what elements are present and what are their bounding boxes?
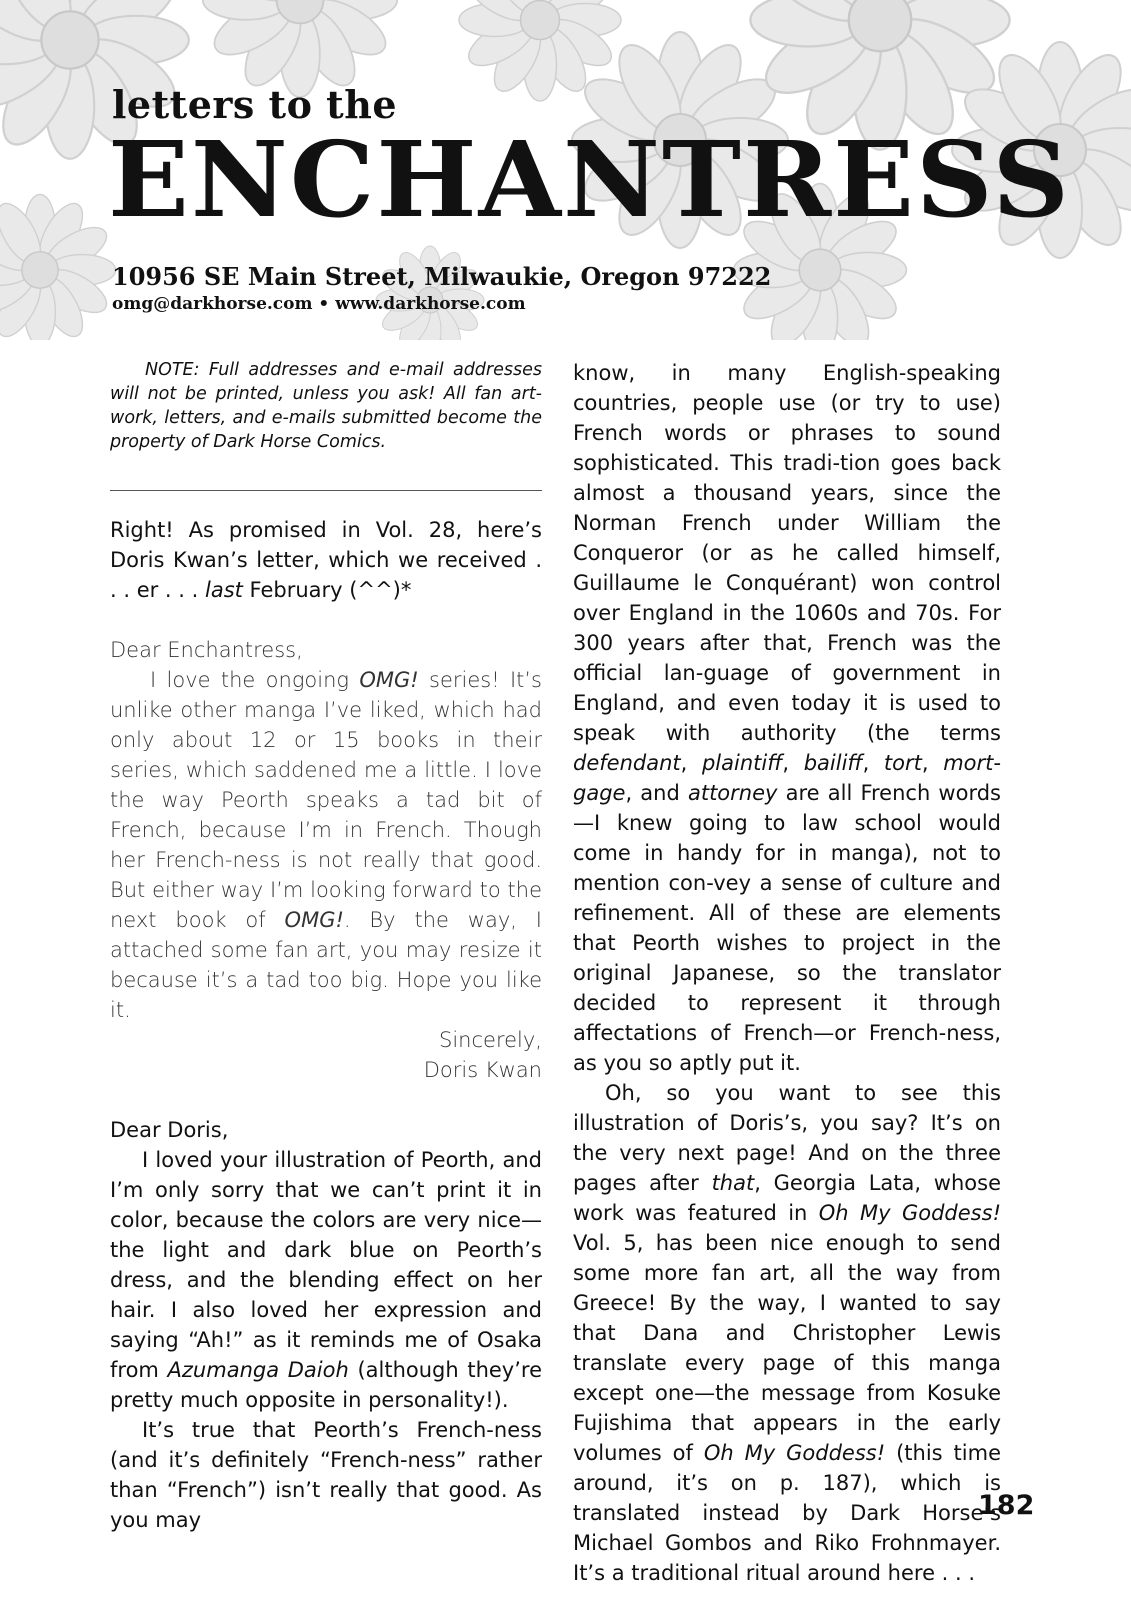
mailing-address: 10956 SE Main Street, Milwaukie, Oregon 97222 [112,262,772,291]
term-1: defendant [573,751,681,775]
intro-text: Right! As promised in Vol. 28, here’s Doris Kwan’s letter, which we received . . . er . . . [110,518,542,602]
left-column [110,358,542,1535]
reply-p3-d: (this time around, it’s on p. 187), which is translated instead by Dark Horse’s Michael Gombos and Riko Frohnmayer. It’s a traditional ritual around here . . . [573,1441,1001,1585]
term-2: plaintiff [701,751,783,775]
reply-paragraph-3 [573,1078,1001,1588]
letter-signature: Doris Kwan [423,1058,542,1082]
masthead-title: ENCHANTRESS [108,118,1072,241]
term-6: attorney [687,781,778,805]
reply-cont-text-end: are all French words—I knew going to law school would come in handy for in manga), not to mention con-vey a sense of culture and refinement. All of these are elements that Peorth wishes to project in the original Japanese, so the translator decided to represent it through affectations of French—or French-ness, as you so aptly put it. [573,781,1001,1075]
reply-p3-emph-3: Oh My Goddess! [703,1441,886,1465]
reply-emphasis: Azumanga Daioh [167,1358,349,1382]
letter-text-mid: series! It’s unlike other manga I’ve liked, which had only about 12 or 15 books in their series, which saddened me a little. I love the way Peorth speaks a tad bit of French, because I’m in French. Though her French-ness is not really that good. But either way I’m looking forward to the next book of [110,668,542,932]
reply-paragraph-2: It’s true that Peorth’s French-ness (and it’s definitely “French-ness” rather than “French”) isn’t really that good. As you may [110,1418,542,1532]
page-number: 182 [978,1490,1035,1521]
reply-p3-b: , Georgia Lata, whose work was featured in [573,1171,1001,1225]
letter-emphasis: OMG! [359,668,419,692]
term-5: mort-gage [573,751,1001,805]
reply-paragraph-2-continued: know, in many English-speaking countries, people use (or try to use) French words or phrases to sound sophisticated. This tradi-tion goes back almost a thousand years, since the Norman French under William the Conqueror (or as he called himself, Guillaume le Conquérant) won control over England in the 1060s and 70s. For 300 years after that, French was the official lan-guage of government in England, and even today it is used to speak with authority (the terms defendant, plaintiff, bailiff, tort, mort-gage, and attorney are all French words—I knew going to law school would come in handy for in manga), not to mention con-vey a sense of culture and refinement. All of these are elements that Peorth wishes to project in the original Japanese, so the translator decided to represent it through affectations of French—or French-ness, as you so aptly put it. [573,361,1001,1075]
reply-p3-emph-2: Oh My Goddess! [818,1201,1001,1225]
letter-emphasis-2: OMG! [284,908,344,932]
intro-emphasis: last [204,578,243,602]
submission-note: NOTE: Full addresses and e-mail addresses will not be printed, unless you ask! All fan art-work, letters, and e-mails submitted become the property of Dark Horse Comics. [110,360,542,452]
reply-text: I loved your illustration of Peorth, and I’m only sorry that we can’t print it in color, because the colors are very nice—the light and dark blue on Peorth’s dress, and the blending effect on her hair. I also loved her expression and saying “Ah!” as it reminds me of Osaka from [110,1148,542,1382]
letter-greeting: Dear Enchantress, [110,638,303,662]
reply-text-end: (although they’re pretty much opposite in personality!). [110,1358,543,1412]
letter-text: I love the ongoing [150,668,360,692]
reply-greeting: Dear Doris, [110,1118,229,1142]
contact-line: omg@darkhorse.com • www.darkhorse.com [112,294,526,314]
divider [110,490,542,491]
right-column [573,358,1001,1588]
reply-p3-a: Oh, so you want to see this illustration of Doris’s, you say? It’s on the very next page! And on the three pages after [573,1081,1001,1195]
term-4: tort [883,751,922,775]
reply-cont-text: know, in many English-speaking countries, people use (or try to use) French words or phrases to sound sophisticated. This tradi-tion goes back almost a thousand years, since the Norman French under William the Conqueror (or as he called himself, Guillaume le Conquérant) won control over England in the 1060s and 70s. For 300 years after that, French was the official lan-guage of government in England, and even today it is used to speak with authority (the terms [573,361,1001,745]
letter-body [110,665,542,1025]
intro-text-end: February (^^)* [242,578,412,602]
term-3: bailiff [803,751,863,775]
letter-text-end: . By the way, I attached some fan art, you may resize it because it’s a tad too big. Hope you like it. [110,908,542,1022]
header-kicker: letters to the [112,82,398,127]
letter-closing: Sincerely, [439,1028,542,1052]
reply-p3-emph-1: that [711,1171,755,1195]
reply-paragraph-1 [110,1145,542,1415]
intro-paragraph [110,515,542,605]
reply-p3-c: Vol. 5, has been nice enough to send some more fan art, all the way from Greece! By the way, I wanted to say that Dana and Christopher Lewis translate every page of this manga except one—the message from Kosuke Fujishima that appears in the early volumes of [573,1231,1001,1465]
